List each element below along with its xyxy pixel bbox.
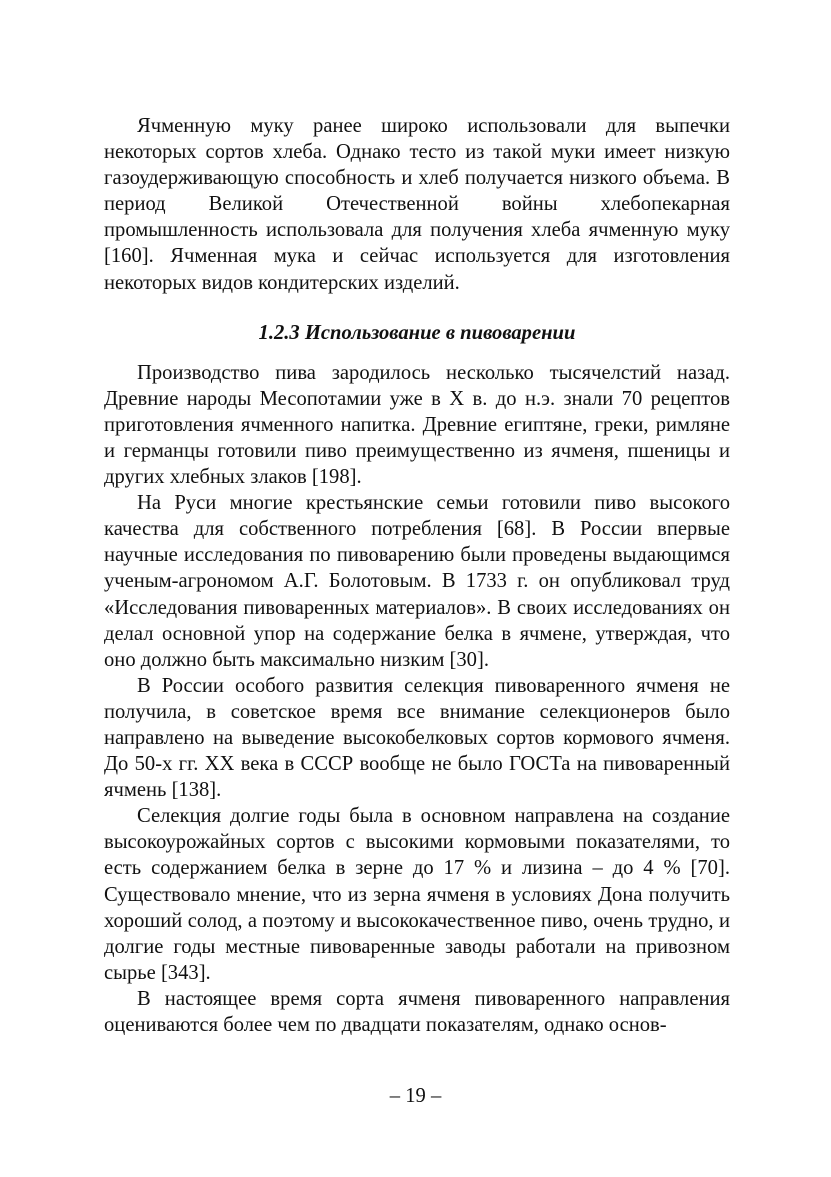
paragraph-rus-brewing: На Руси многие крестьянские семьи готовили пиво высокого качества для собственного потребления [68]. В России впервые научные исследования по пивоварению были проведены выдающимся ученым-агрономом А.Г. Болотовым. В 1733 г. он опубликовал труд «Исследования пивоваренных материалов». В своих исследованиях он делал основной упор на содержание белка в ячмене, утверждая, что оно должно быть максимально низким [30]. [104, 492, 730, 671]
paragraph-selection-history: Селекция долгие годы была в основном направлена на создание высокоурожайных сортов с высокими кормовыми показателями, то есть содержанием белка в зерне до 17 % и лизина – до 4 % [70]. Существовало мнение, что из зерна ячменя в условиях Дона получить хороший солод, а поэтому и высококачественное пиво, очень трудно, и долгие годы местные пивоваренные заводы работали на привозном сырье [343]. [104, 805, 730, 984]
section-heading: 1.2.3 Использование в пивоварении [258, 321, 576, 344]
paragraph-current-evaluation: В настоящее время сорта ячменя пивоваренного направления оцениваются более чем по двадцати показателям, однако основ- [104, 987, 730, 1036]
paragraph-russia-selection: В России особого развития селекция пивоваренного ячменя не получила, в советское время все внимание селекционеров было направлено на выведение высокобелковых сортов кормового ячменя. До 50-х гг. XX века в СССР вообще не было ГОСТа на пивоваренный ячмень [138]. [104, 674, 730, 802]
page-number: – 19 – [389, 1085, 442, 1107]
document-page [104, 113, 730, 1113]
paragraph-beer-origin: Производство пива зародилось несколько тысячелстий назад. Древние народы Месопотамии уже в X в. до н.э. знали 70 рецептов приготовления ячменного напитка. Древние египтяне, греки, римляне и германцы готовили пиво преимущественно из ячменя, пшеницы и других хлебных злаков [198]. [104, 361, 730, 489]
paragraph-barley-flour: Ячменную муку ранее широко использовали для выпечки некоторых сортов хлеба. Однако тесто из такой муки имеет низкую газоудерживающую способность и хлеб получается низкого объема. В период Великой Отечественной войны хлебопекарная промышленность использовала для получения хлеба ячменную муку [160]. Ячменная мука и сейчас используется для изготовления некоторых видов кондитерских изделий. [104, 115, 730, 294]
